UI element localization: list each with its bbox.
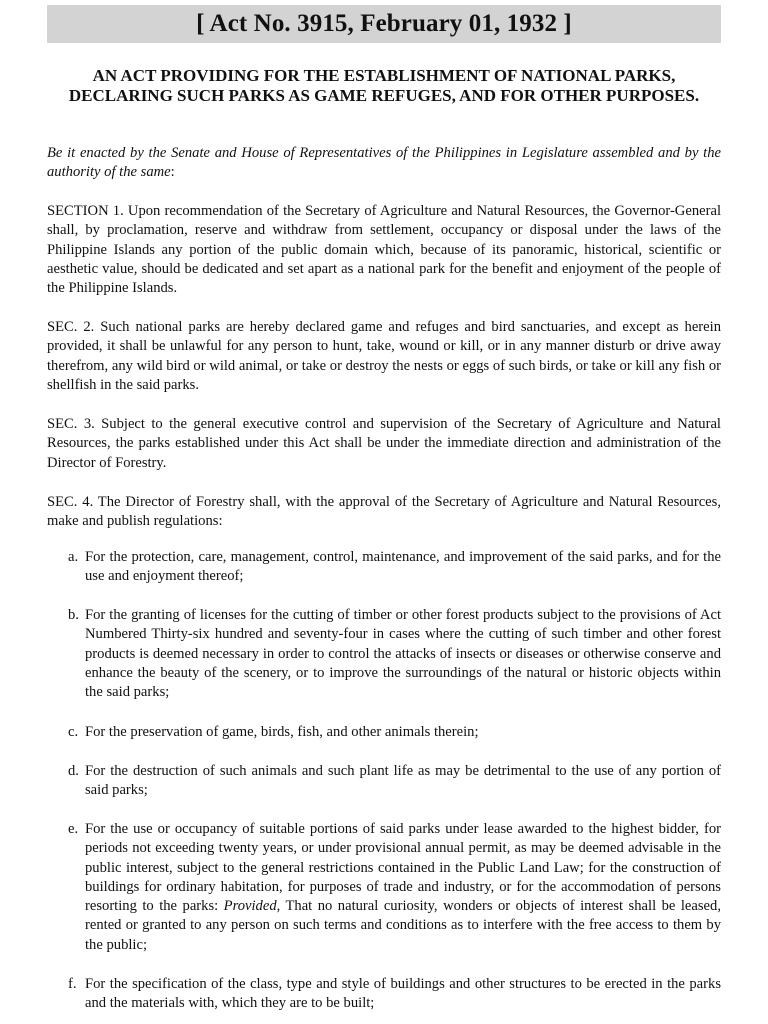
list-marker: f. xyxy=(68,976,77,992)
section-1: SECTION 1. Upon recommendation of the Secretary of Agriculture and Natural Resources, the Governor-General shall, by proclamation, reserve and withdraw from settlement, occupancy or disposal under the laws of the Philippine Islands any portion of the public domain which, because of its panoramic, historical, scientific or aesthetic value, should be dedicated and set apart as a national park for the benefit and enjoyment of the people of the Philippine Islands. xyxy=(47,203,721,297)
list-item-text xyxy=(85,820,721,955)
enacting-clause-text: Be it enacted by the Senate and House of Representatives of the Philippines in Legislature assembled and by the authority of the same xyxy=(47,145,721,181)
list-marker: e. xyxy=(68,821,79,837)
list-item-text-part: , That no natural curiosity, wonders or objects of interest shall be leased, rented or granted to any person on such terms and conditions as to interfere with the free access to them by the public; xyxy=(85,898,721,953)
list-item-a xyxy=(68,548,721,587)
list-item-text: For the specification of the class, type and style of buildings and other structures to be erected in the parks and the materials with, which they are to be built; xyxy=(85,976,721,1012)
section-2: SEC. 2. Such national parks are hereby declared game and refuges and bird sanctuaries, and except as herein provided, it shall be unlawful for any person to hunt, take, wound or kill, or in any manner disturb or drive away therefrom, any wild bird or wild animal, or take or destroy the nests or eggs of such birds, or take or kill any fish or shellfish in the said parks. xyxy=(47,319,721,393)
act-heading: AN ACT PROVIDING FOR THE ESTABLISHMENT OF NATIONAL PARKS, DECLARING SUCH PARKS AS GAME REFUGES, AND FOR OTHER PURPOSES. xyxy=(68,66,700,105)
list-item-text: For the preservation of game, birds, fish, and other animals therein; xyxy=(85,724,479,740)
section-4: SEC. 4. The Director of Forestry shall, with the approval of the Secretary of Agriculture and Natural Resources, make and publish regulations: xyxy=(47,494,721,530)
list-marker: b. xyxy=(68,607,79,623)
section-3: SEC. 3. Subject to the general executive control and supervision of the Secretary of Agriculture and Natural Resources, the parks established under this Act shall be under the immediate direction and administration of the Director of Forestry. xyxy=(47,416,721,471)
list-item-e xyxy=(68,820,721,955)
list-item-d xyxy=(68,762,721,801)
list-item-text: For the protection, care, management, control, maintenance, and improvement of the said parks, and for the use and enjoyment thereof; xyxy=(85,549,721,585)
list-item-b xyxy=(68,606,721,702)
act-title: [ Act No. 3915, February 01, 1932 ] xyxy=(196,10,572,37)
act-title-bar xyxy=(47,5,721,43)
list-marker: c. xyxy=(68,724,79,740)
list-item-c xyxy=(68,723,721,742)
enacting-clause-colon: : xyxy=(170,164,175,181)
list-item-f xyxy=(68,975,721,1014)
list-item-text-part: For the use or occupancy of suitable portions of said parks under lease awarded to the highest bidder, for periods not exceeding twenty years, or under provisional annual permit, as may be deemed advisable in the public interest, subject to the general restrictions contained in the Public Land Law; for the construction of buildings for ordinary habitation, for purposes of trade and industry, or for the accommodation of persons resorting to the parks: xyxy=(85,821,721,915)
list-marker: d. xyxy=(68,763,79,779)
provided-italic: Provided xyxy=(223,898,277,915)
list-item-text: For the destruction of such animals and such plant life as may be detrimental to the use of any portion of said parks; xyxy=(85,763,721,799)
list-item-text: For the granting of licenses for the cutting of timber or other forest products subject to the provisions of Act Numbered Thirty-six hundred and seventy-four in cases where the cutting of such timber and other forest products is deemed necessary in order to control the attacks of insects or diseases or otherwise conserve and enhance the beauty of the scenery, or to improve the surroundings of the natural or historic objects within the said parks; xyxy=(85,607,721,701)
enacting-clause xyxy=(47,144,721,183)
list-marker: a. xyxy=(68,549,79,565)
